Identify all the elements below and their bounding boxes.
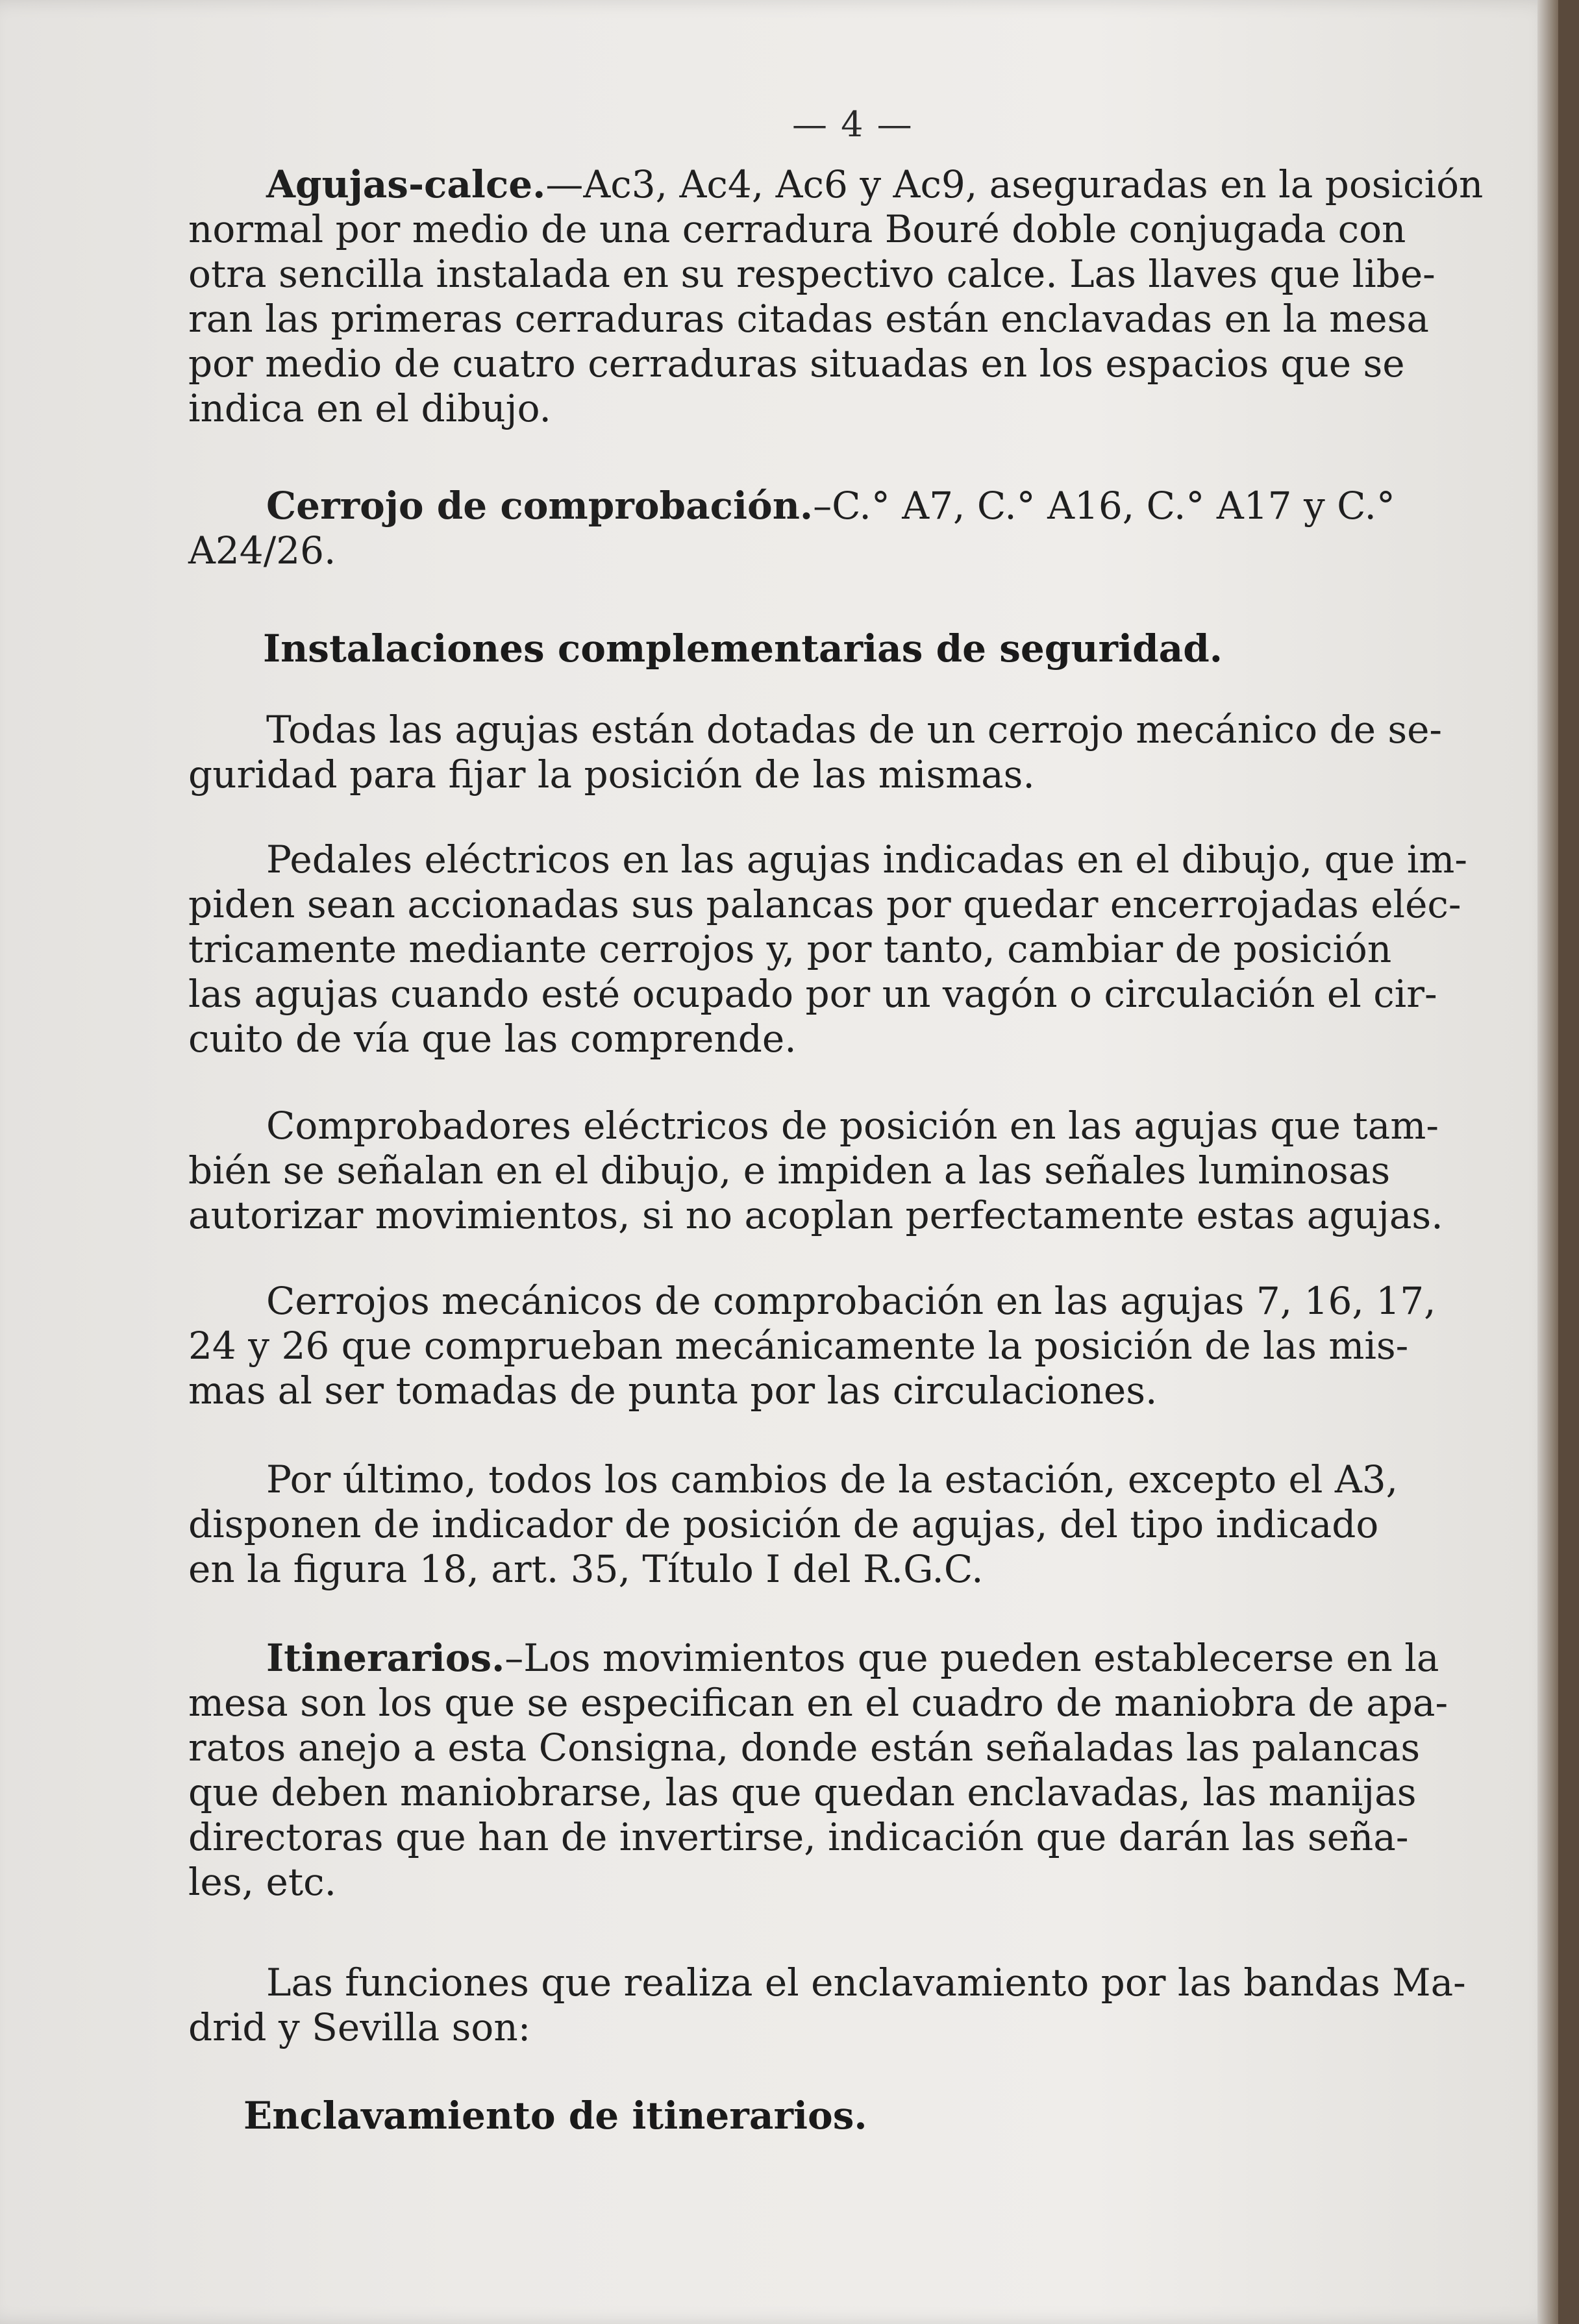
paragraph-por-ultimo: Por último, todos los cambios de la estación, excepto el A3, disponen de indicador de posición de agujas, del tipo indicado en la figura 18, art. 35, Título I del R.G.C. <box>188 1457 1399 1591</box>
paragraph-cerrojos-mecanicos: Cerrojos mecánicos de comprobación en las agujas 7, 16, 17, 24 y 26 que comprueban mecánicamente la posición de las mis- mas al ser tomadas de punta por las circulaciones. <box>188 1279 1436 1413</box>
agujas-calce-paragraph: Agujas-calce.—Ac3, Ac4, Ac6 y Ac9, aseguradas en la posición normal por medio de una cerradura Bouré doble conjugada con otra sencilla instalada en su respectivo calce. Las llaves que libe- ran las primeras cerraduras citadas están enclavadas en la mesa por medio de cuatro cerraduras situadas en los espacios que se indica en el dibujo. <box>188 162 1484 430</box>
cerrojo-heading: Cerrojo de comprobación. <box>266 484 814 528</box>
page-number: — 4 — <box>792 104 914 145</box>
paragraph-comprobadores: Comprobadores eléctricos de posición en las agujas que tam- bién se señalan en el dibujo, e impiden a las señales luminosas autorizar movimientos, si no acoplan perfectamente estas agujas. <box>188 1104 1443 1237</box>
itinerarios-heading: Itinerarios. <box>266 1636 505 1680</box>
agujas-calce-heading: Agujas-calce. <box>266 162 546 206</box>
itinerarios-paragraph: Itinerarios.–Los movimientos que pueden establecerse en la mesa son los que se especifican en el cuadro de maniobra de apa- ratos anejo a esta Consigna, donde están señaladas las palancas que deben maniobrarse, las que quedan enclavadas, las manijas directoras que han de invertirse, indicación que darán las seña- les, etc. <box>188 1636 1448 1904</box>
paragraph-funciones: Las funciones que realiza el enclavamiento por las bandas Ma- drid y Sevilla son: <box>188 1960 1466 2049</box>
instalaciones-heading: Instalaciones complementarias de seguridad. <box>263 626 1223 671</box>
paragraph-pedales: Pedales eléctricos en las agujas indicadas en el dibujo, que im- piden sean accionadas sus palancas por quedar encerrojadas eléc- tricamente mediante cerrojos y, por tanto, cambiar de posición las agujas cuando esté ocupado por un vagón o circulación el cir- cuito de vía que las comprende. <box>188 837 1467 1061</box>
cerrojo-paragraph: Cerrojo de comprobación.–C.° A7, C.° A16, C.° A17 y C.° A24/26. <box>188 484 1395 573</box>
paragraph-agujas-cerrojo: Todas las agujas están dotadas de un cerrojo mecánico de se- guridad para fijar la posición de las mismas. <box>188 708 1443 797</box>
page-edge <box>1537 0 1558 2324</box>
enclavamiento-heading: Enclavamiento de itinerarios. <box>243 2094 867 2138</box>
